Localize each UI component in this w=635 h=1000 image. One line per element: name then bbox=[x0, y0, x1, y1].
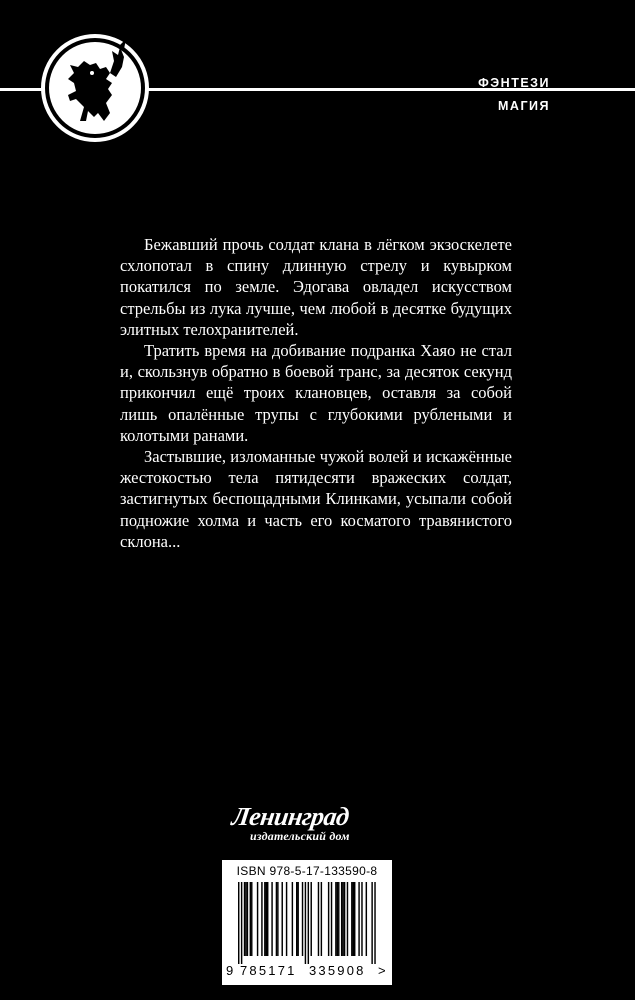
barcode-bar bbox=[328, 882, 329, 956]
barcode-bar bbox=[351, 882, 352, 956]
barcode-bar bbox=[271, 882, 272, 956]
isbn-barcode bbox=[222, 860, 392, 985]
barcode-bar bbox=[341, 882, 342, 956]
barcode-bar bbox=[277, 882, 278, 956]
genre-magic: МАГИЯ bbox=[498, 99, 550, 113]
barcode-bar bbox=[353, 882, 354, 956]
barcode-bar bbox=[251, 882, 252, 956]
barcode-bar bbox=[358, 882, 359, 956]
barcode-bar bbox=[266, 882, 267, 956]
barcode-bar bbox=[297, 882, 298, 956]
barcode-bar bbox=[337, 882, 338, 956]
back-cover-blurb bbox=[120, 234, 512, 552]
blurb-paragraph: Тратить время на добивание подранка Хаяо не стал и, скользнув обратно в боевой транс, за десяток секунд прикончил ещё троих клановцев, оставля за собой лишь опалённые трупы с глубокими рублеными и колотыми ранами. bbox=[120, 341, 512, 445]
genre-fantasy: ФЭНТЕЗИ bbox=[478, 76, 550, 90]
barcode-bar bbox=[245, 882, 246, 956]
barcode-bar bbox=[342, 882, 343, 956]
barcode-bar bbox=[267, 882, 268, 956]
barcode-bar bbox=[238, 882, 239, 964]
barcode-bar bbox=[296, 882, 297, 956]
barcode-bar bbox=[361, 882, 362, 956]
barcode-bar bbox=[261, 882, 262, 956]
barcode-bar bbox=[354, 882, 355, 956]
barcode-bar bbox=[305, 882, 306, 964]
barcode-bar bbox=[302, 882, 303, 956]
publisher-logo-name: Ленинград bbox=[230, 802, 351, 831]
barcode-bar bbox=[318, 882, 319, 956]
barcode-bar bbox=[286, 882, 287, 956]
barcode-bar bbox=[338, 882, 339, 956]
barcode-bar bbox=[282, 882, 283, 956]
barcode-bar bbox=[308, 882, 309, 964]
barcode-bar bbox=[250, 882, 251, 956]
barcode-bar bbox=[347, 882, 348, 956]
barcode-bar bbox=[292, 882, 293, 956]
barcode-bar bbox=[331, 882, 332, 956]
barcode-bar bbox=[321, 882, 322, 956]
barcode-lead-digit: 9 bbox=[226, 963, 234, 978]
blurb-paragraph: Бежавший прочь солдат клана в лёгком экзоскелете схлопотал в спину длинную стрелу и кувырком покатился по земле. Эдогава овладел искусством стрельбы из лука лучше, чем любой в десятке будущих элитных телохранителей. bbox=[120, 235, 512, 339]
barcode-bar bbox=[366, 882, 367, 956]
isbn-label: ISBN 978-5-17-133590-8 bbox=[236, 864, 378, 878]
barcode-arrow: > bbox=[378, 963, 386, 978]
genre-labels bbox=[478, 72, 550, 118]
barcode-bar bbox=[241, 882, 242, 964]
barcode-bar bbox=[344, 882, 345, 956]
barcode-bar bbox=[311, 882, 312, 956]
lion-emblem-icon bbox=[40, 33, 150, 143]
barcode-bar bbox=[257, 882, 258, 956]
barcode-bar bbox=[264, 882, 265, 956]
barcode-bars bbox=[228, 882, 386, 964]
barcode-right-group: 335908 bbox=[309, 963, 366, 978]
barcode-bar bbox=[276, 882, 277, 956]
barcode-bar bbox=[247, 882, 248, 956]
barcode-bar bbox=[374, 882, 375, 964]
publisher-logo-subtitle: издательский дом bbox=[250, 829, 350, 843]
barcode-bar bbox=[371, 882, 372, 964]
barcode-left-group: 785171 bbox=[240, 963, 297, 978]
barcode-bar bbox=[335, 882, 336, 956]
barcode-bar bbox=[244, 882, 245, 956]
blurb-paragraph: Застывшие, изломанные чужой волей и искажённые жестокостью тела пятидесяти вражеских солдат, застигнутых беспощадными Клинками, усыпали собой подножие холма и часть его косматого травянистого склона... bbox=[120, 447, 512, 551]
